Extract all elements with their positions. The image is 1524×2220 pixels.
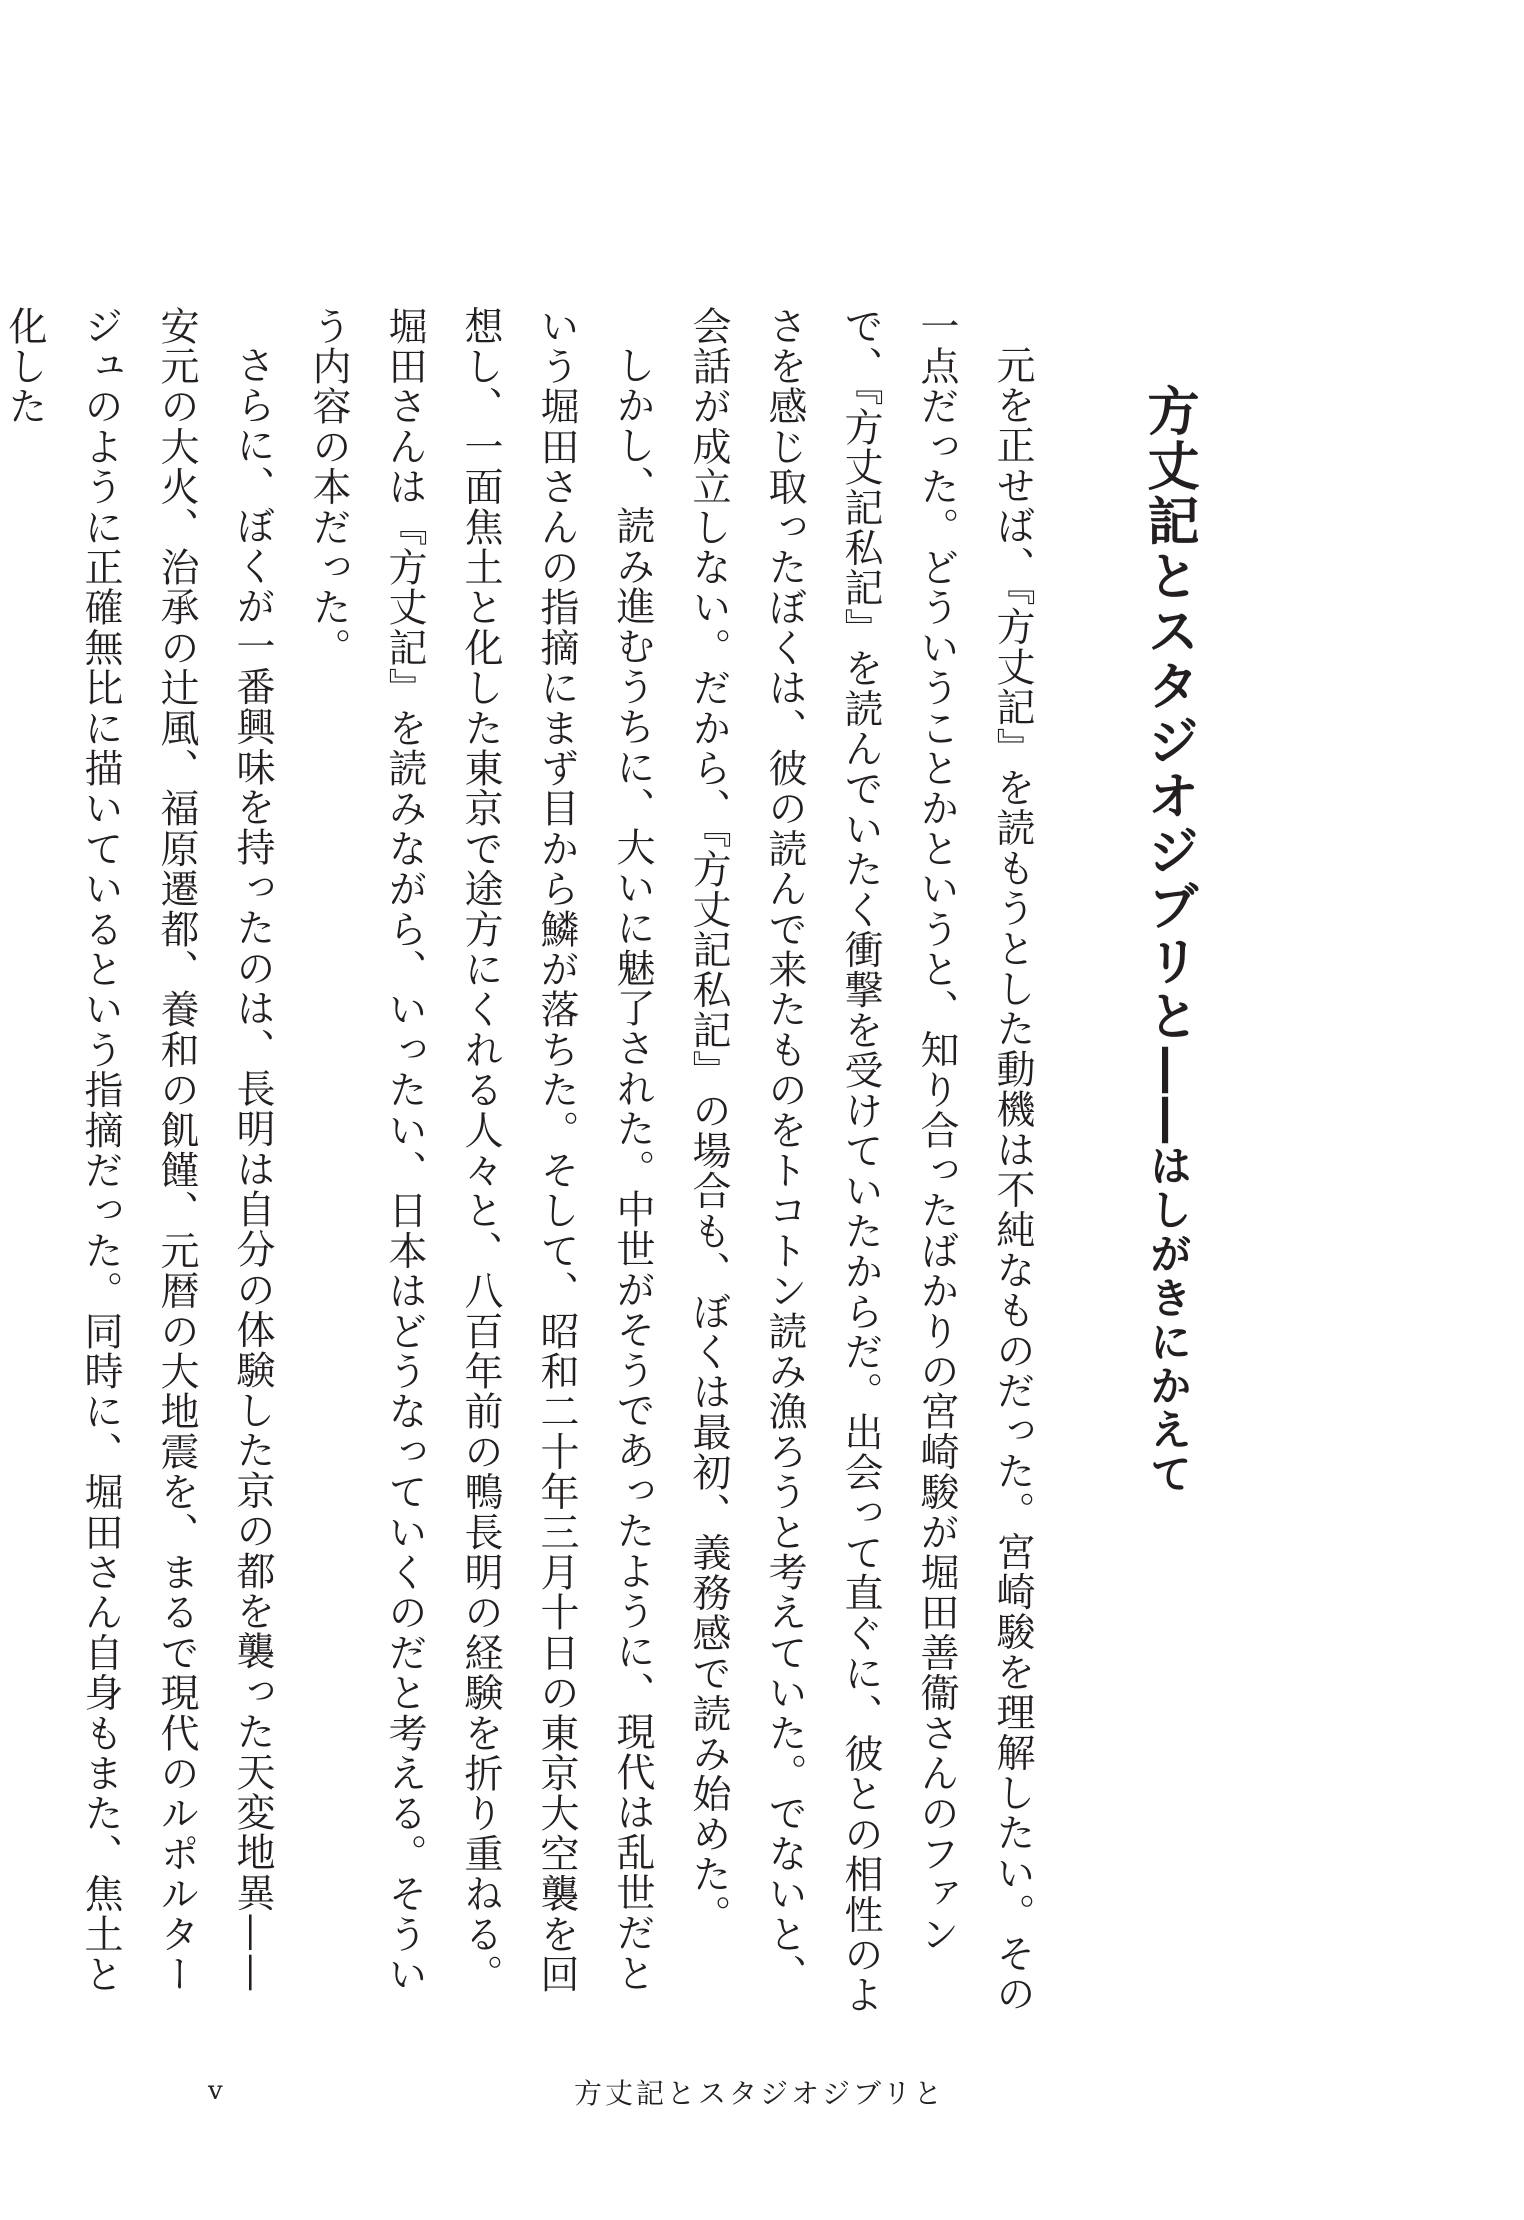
title-dash: —— <box>1138 1044 1199 1144</box>
paragraph-2: しかし、読み進むうちに、大いに魅了された。中世がそうであったように、現代は乱世だという堀田さんの指摘にまず目から鱗が落ちた。そして、昭和二十年三月十日の東京大空襲を回想し、一面焦土と化した東京で途方にくれる人々と、八百年前の鴨長明の経験を折り重ねる。堀田さんは『方丈記』を読みながら、いったい、日本はどうなっていくのだと考える。そういう内容の本だった。 <box>306 306 655 1995</box>
body-text <box>0 306 1050 2026</box>
chapter-subtitle: はしがきにかえて <box>1144 1144 1193 1496</box>
running-title: 方丈記とスタジオジブリと <box>574 2077 945 2110</box>
paragraph-1: 元を正せば、『方丈記』を読もうとした動機は不純なものだった。宮崎駿を理解したい。その一点だった。どういうことかというと、知り合ったばかりの宮崎駿が堀田善衞さんのファンで、『方丈記私記』を読んでいたく衝撃を受けていたからだ。出会って直ぐに、彼との相性のよさを感じ取ったぼくは、彼の読んで来たものをトコトン読み漁ろうと考えていた。でないと、会話が成立しない。だから、『方丈記私記』の場合も、ぼくは最初、義務感で読み始めた。 <box>686 306 1035 2016</box>
paragraph-3: さらに、ぼくが一番興味を持ったのは、長明は自分の体験した京の都を襲った天変地異——安元の大火、治承の辻風、福原遷都、養和の飢饉、元暦の大地震を、まるで現代のルポルタージュのように正確無比に描いているという指摘だった。同時に、堀田さん自身もまた、焦土と化した <box>2 306 275 1995</box>
page-number: v <box>208 2076 223 2106</box>
chapter-title-main: 方丈記とスタジオジブリと <box>1138 384 1199 1044</box>
chapter-title <box>1138 384 1199 1496</box>
